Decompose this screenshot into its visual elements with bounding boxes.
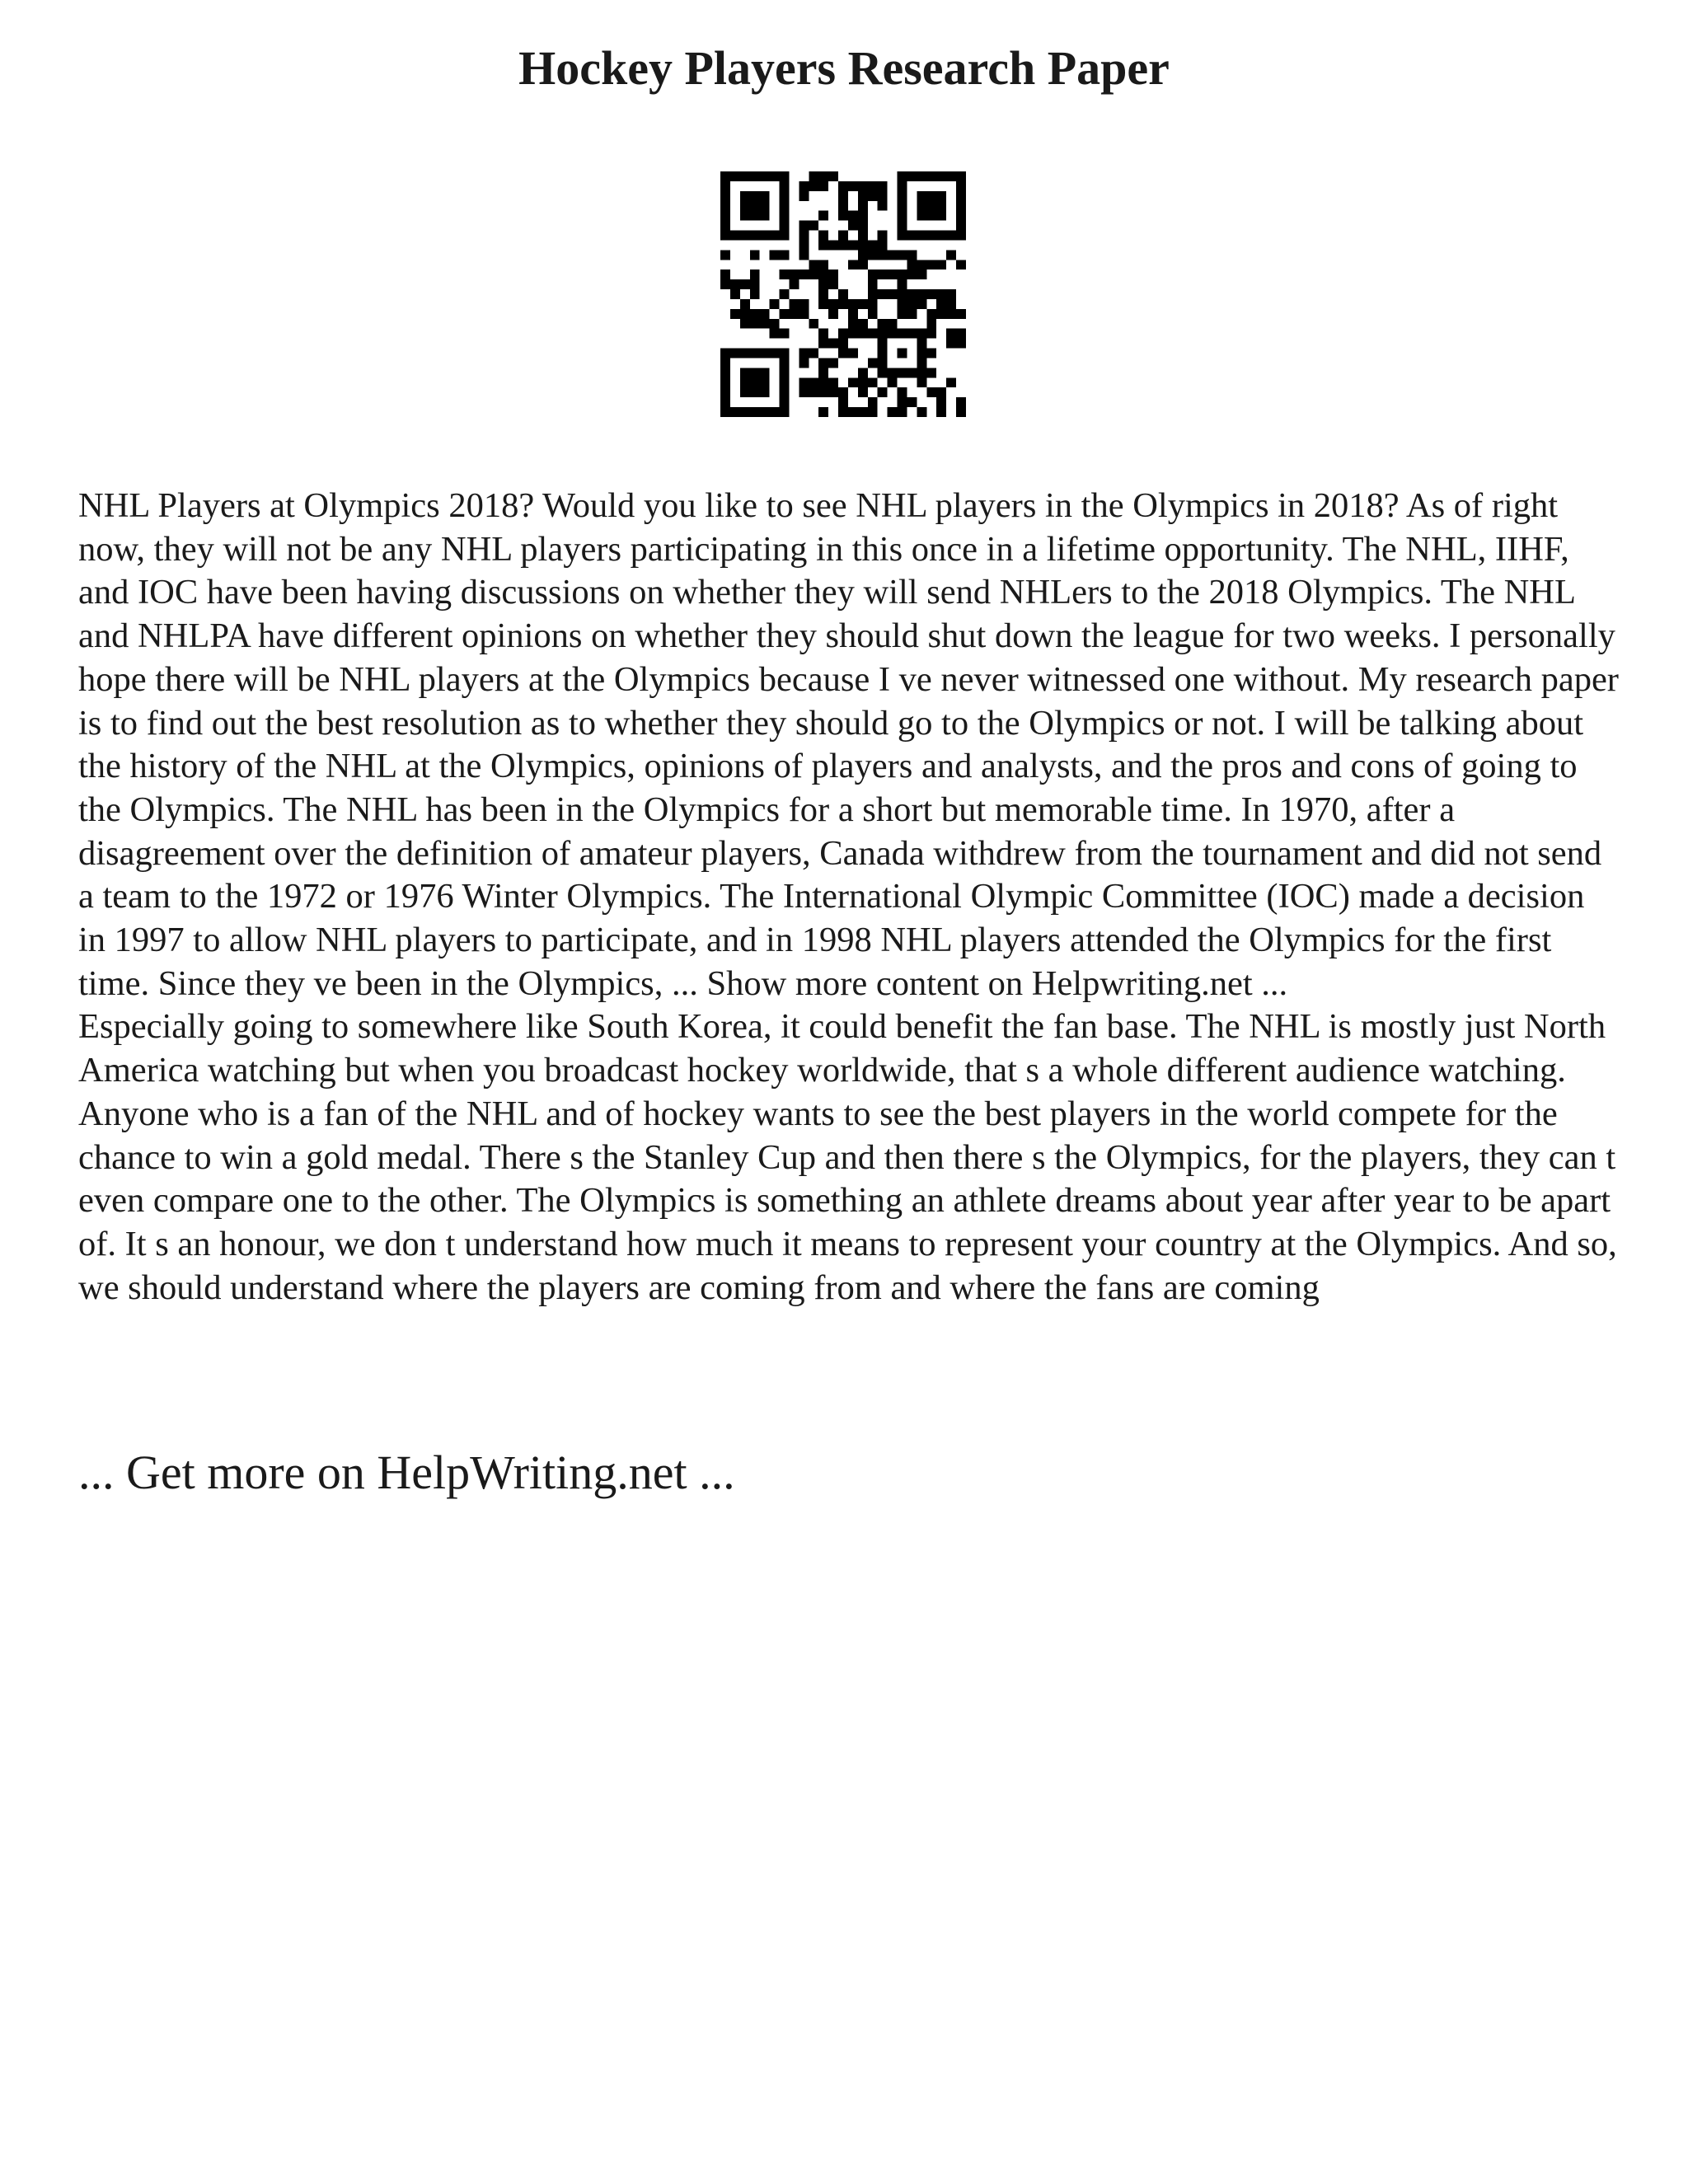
document-title: Hockey Players Research Paper [518, 41, 1170, 95]
get-more-link[interactable]: ... Get more on HelpWriting.net ... [78, 1446, 735, 1499]
body-paragraph: Especially going to somewhere like South Korea, it could benefit the fan base. The NHL is mostly just North America watching but when you broadcast hockey worldwide, that s a whole different audience watching. Anyone who is a fan of the NHL and of hockey wants to see the best players in the world compete for the chance to win a gold medal. There s the Stanley Cup and then there s the Olympics, for the players, they can t even compare one to the other. The Olympics is something an athlete dreams about year after year to be apart of. It s an honour, we don t understand how much it means to represent your country at the Olympics. And so, we should understand where the players are coming from and where the fans are coming [78, 1007, 1617, 1307]
qr-code-image[interactable] [720, 171, 966, 417]
body-paragraph: NHL Players at Olympics 2018? Would you like to see NHL players in the Olympics in 2018? As of right now, they will not be any NHL players participating in this once in a lifetime opportunity. The NHL, IIHF, and IOC have been having discussions on whether they will send NHLers to the 2018 Olympics. The NHL and NHLPA have different opinions on whether they should shut down the league for two weeks. I personally hope there will be NHL players at the Olympics because I ve never witnessed one without. My research paper is to find out the best resolution as to whether they should go to the Olympics or not. I will be talking about the history of the NHL at the Olympics, opinions of players and analysts, and the pros and cons of going to the Olympics. The NHL has been in the Olympics for a short but memorable time. In 1970, after a disagreement over the definition of amateur players, Canada withdrew from the tournament and did not send a team to the 1972 or 1976 Winter Olympics. The International Olympic Committee (IOC) made a decision in 1997 to allow NHL players to participate, and in 1998 NHL players attended the Olympics for the first time. Since they ve been in the Olympics, ... Show more content on Helpwriting.net ... [78, 486, 1619, 1003]
document-body [78, 485, 1620, 1310]
